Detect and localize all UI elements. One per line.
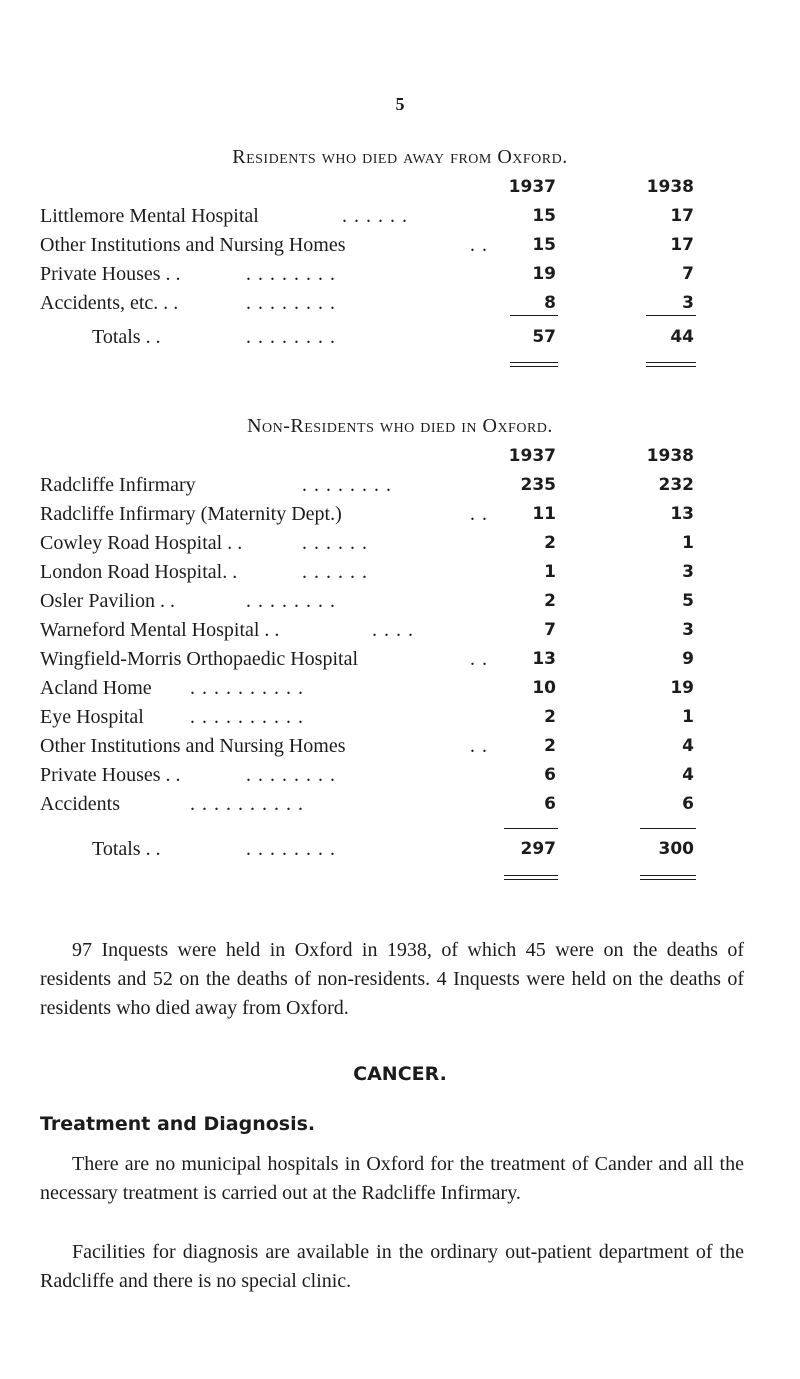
total-double-rule (640, 875, 696, 880)
value-1937: 19 (532, 264, 556, 284)
row-label: Private Houses . . (40, 764, 181, 786)
value-1937: 7 (544, 620, 556, 640)
page-number: 5 (395, 94, 405, 114)
subtotal-rule (640, 828, 696, 829)
row-label: Radcliffe Infirmary (40, 474, 196, 496)
residents-away-title: Residents who died away from Oxford. (232, 146, 568, 168)
table-row (40, 529, 740, 558)
subtotal-rule (646, 315, 696, 316)
row-label: Accidents (40, 793, 120, 815)
leader-dots: . . . . . . . . . . (190, 706, 304, 728)
leader-dots: . . (470, 234, 488, 256)
value-1937: 2 (544, 533, 556, 553)
table-row (40, 202, 740, 231)
value-1937: 11 (532, 504, 556, 524)
non-residents-table (40, 442, 740, 860)
row-label: Radcliffe Infirmary (Maternity Dept.) (40, 503, 342, 525)
value-1937: 235 (520, 475, 556, 495)
row-label: Osler Pavilion . . (40, 590, 175, 612)
totals-row (40, 835, 740, 864)
leader-dots: . . . . . . . . . . (190, 677, 304, 699)
row-label: Private Houses . . (40, 263, 181, 285)
value-1937: 2 (544, 736, 556, 756)
year-1938-header: 1938 (646, 177, 694, 197)
leader-dots: . . . . . . . . (302, 474, 392, 496)
table-row (40, 500, 740, 529)
value-1938: 9 (682, 649, 694, 669)
value-1937: 15 (532, 206, 556, 226)
value-1938: 5 (682, 591, 694, 611)
year-header-row (40, 173, 740, 202)
value-1937: 15 (532, 235, 556, 255)
facilities-paragraph: Facilities for diagnosis are available in the ordinary out-patient department of the Radcliffe and there is no special clinic. (40, 1241, 744, 1292)
leader-dots: . . . . . . . . (246, 263, 336, 285)
table-row (40, 674, 740, 703)
row-label: Cowley Road Hospital . . (40, 532, 243, 554)
non-residents-title: Non-Residents who died in Oxford. (247, 415, 553, 437)
year-header-row (40, 442, 740, 471)
row-label: Eye Hospital (40, 706, 144, 728)
table-row (40, 587, 740, 616)
leader-dots: . . . . . . . . (246, 326, 336, 348)
value-1937: 1 (544, 562, 556, 582)
row-label: Warneford Mental Hospital . . (40, 619, 280, 641)
value-1938: 4 (682, 765, 694, 785)
value-1938: 1 (682, 533, 694, 553)
table-row (40, 471, 740, 500)
treatment-paragraph: There are no municipal hospitals in Oxford for the treatment of Cander and all the necessary treatment is carried out at the Radcliffe Infirmary. (40, 1153, 744, 1204)
cancer-heading: CANCER. (353, 1063, 447, 1085)
total-1938: 300 (658, 839, 694, 859)
value-1937: 2 (544, 591, 556, 611)
table-row (40, 790, 740, 819)
value-1937: 6 (544, 794, 556, 814)
table-row (40, 645, 740, 674)
total-double-rule (510, 362, 558, 367)
table-row (40, 558, 740, 587)
value-1938: 7 (682, 264, 694, 284)
subtotal-rule (510, 315, 558, 316)
table-row (40, 260, 740, 289)
value-1937: 10 (532, 678, 556, 698)
totals-label: Totals . . (92, 838, 161, 860)
row-label: Littlemore Mental Hospital (40, 205, 259, 227)
leader-dots: . . (470, 648, 488, 670)
leader-dots: . . . . . . . . (246, 590, 336, 612)
subtotal-rule (504, 828, 558, 829)
leader-dots: . . . . . . (302, 532, 368, 554)
table-row (40, 289, 740, 318)
leader-dots: . . . . . . . . (246, 764, 336, 786)
treatment-heading: Treatment and Diagnosis. (40, 1113, 316, 1135)
value-1937: 13 (532, 649, 556, 669)
totals-row (40, 323, 740, 352)
year-1938-header: 1938 (646, 446, 694, 466)
table-row (40, 616, 740, 645)
row-label: Wingfield-Morris Orthopaedic Hospital (40, 648, 359, 670)
value-1938: 6 (682, 794, 694, 814)
value-1938: 17 (670, 235, 694, 255)
value-1938: 3 (682, 293, 694, 313)
value-1938: 3 (682, 620, 694, 640)
leader-dots: . . . . . . . . . . (190, 793, 304, 815)
leader-dots: . . . . (372, 619, 414, 641)
value-1937: 6 (544, 765, 556, 785)
leader-dots: . . . . . . (302, 561, 368, 583)
row-label: London Road Hospital. . (40, 561, 238, 583)
value-1938: 232 (658, 475, 694, 495)
leader-dots: . . . . . . (342, 205, 408, 227)
total-1938: 44 (670, 327, 694, 347)
row-label: Accidents, etc. . . (40, 292, 179, 314)
residents-away-table (40, 173, 740, 348)
table-row (40, 231, 740, 260)
row-label: Other Institutions and Nursing Homes (40, 234, 346, 256)
total-double-rule (504, 875, 558, 880)
total-1937: 57 (532, 327, 556, 347)
value-1938: 19 (670, 678, 694, 698)
row-label: Acland Home (40, 677, 152, 699)
table-row (40, 732, 740, 761)
totals-label: Totals . . (92, 326, 161, 348)
value-1938: 4 (682, 736, 694, 756)
table-row (40, 703, 740, 732)
leader-dots: . . (470, 503, 488, 525)
leader-dots: . . . . . . . . (246, 838, 336, 860)
value-1938: 1 (682, 707, 694, 727)
leader-dots: . . (470, 735, 488, 757)
value-1938: 17 (670, 206, 694, 226)
leader-dots: . . . . . . . . (246, 292, 336, 314)
total-double-rule (646, 362, 696, 367)
value-1937: 2 (544, 707, 556, 727)
value-1938: 3 (682, 562, 694, 582)
year-1937-header: 1937 (508, 177, 556, 197)
value-1937: 8 (544, 293, 556, 313)
value-1938: 13 (670, 504, 694, 524)
total-1937: 297 (520, 839, 556, 859)
table-row (40, 761, 740, 790)
inquests-paragraph: 97 Inquests were held in Oxford in 1938, of which 45 were on the deaths of residents and 52 on the deaths of non-residents. 4 Inquests were held on the deaths of residents who died away from Oxford. (40, 939, 744, 1019)
year-1937-header: 1937 (508, 446, 556, 466)
row-label: Other Institutions and Nursing Homes (40, 735, 346, 757)
